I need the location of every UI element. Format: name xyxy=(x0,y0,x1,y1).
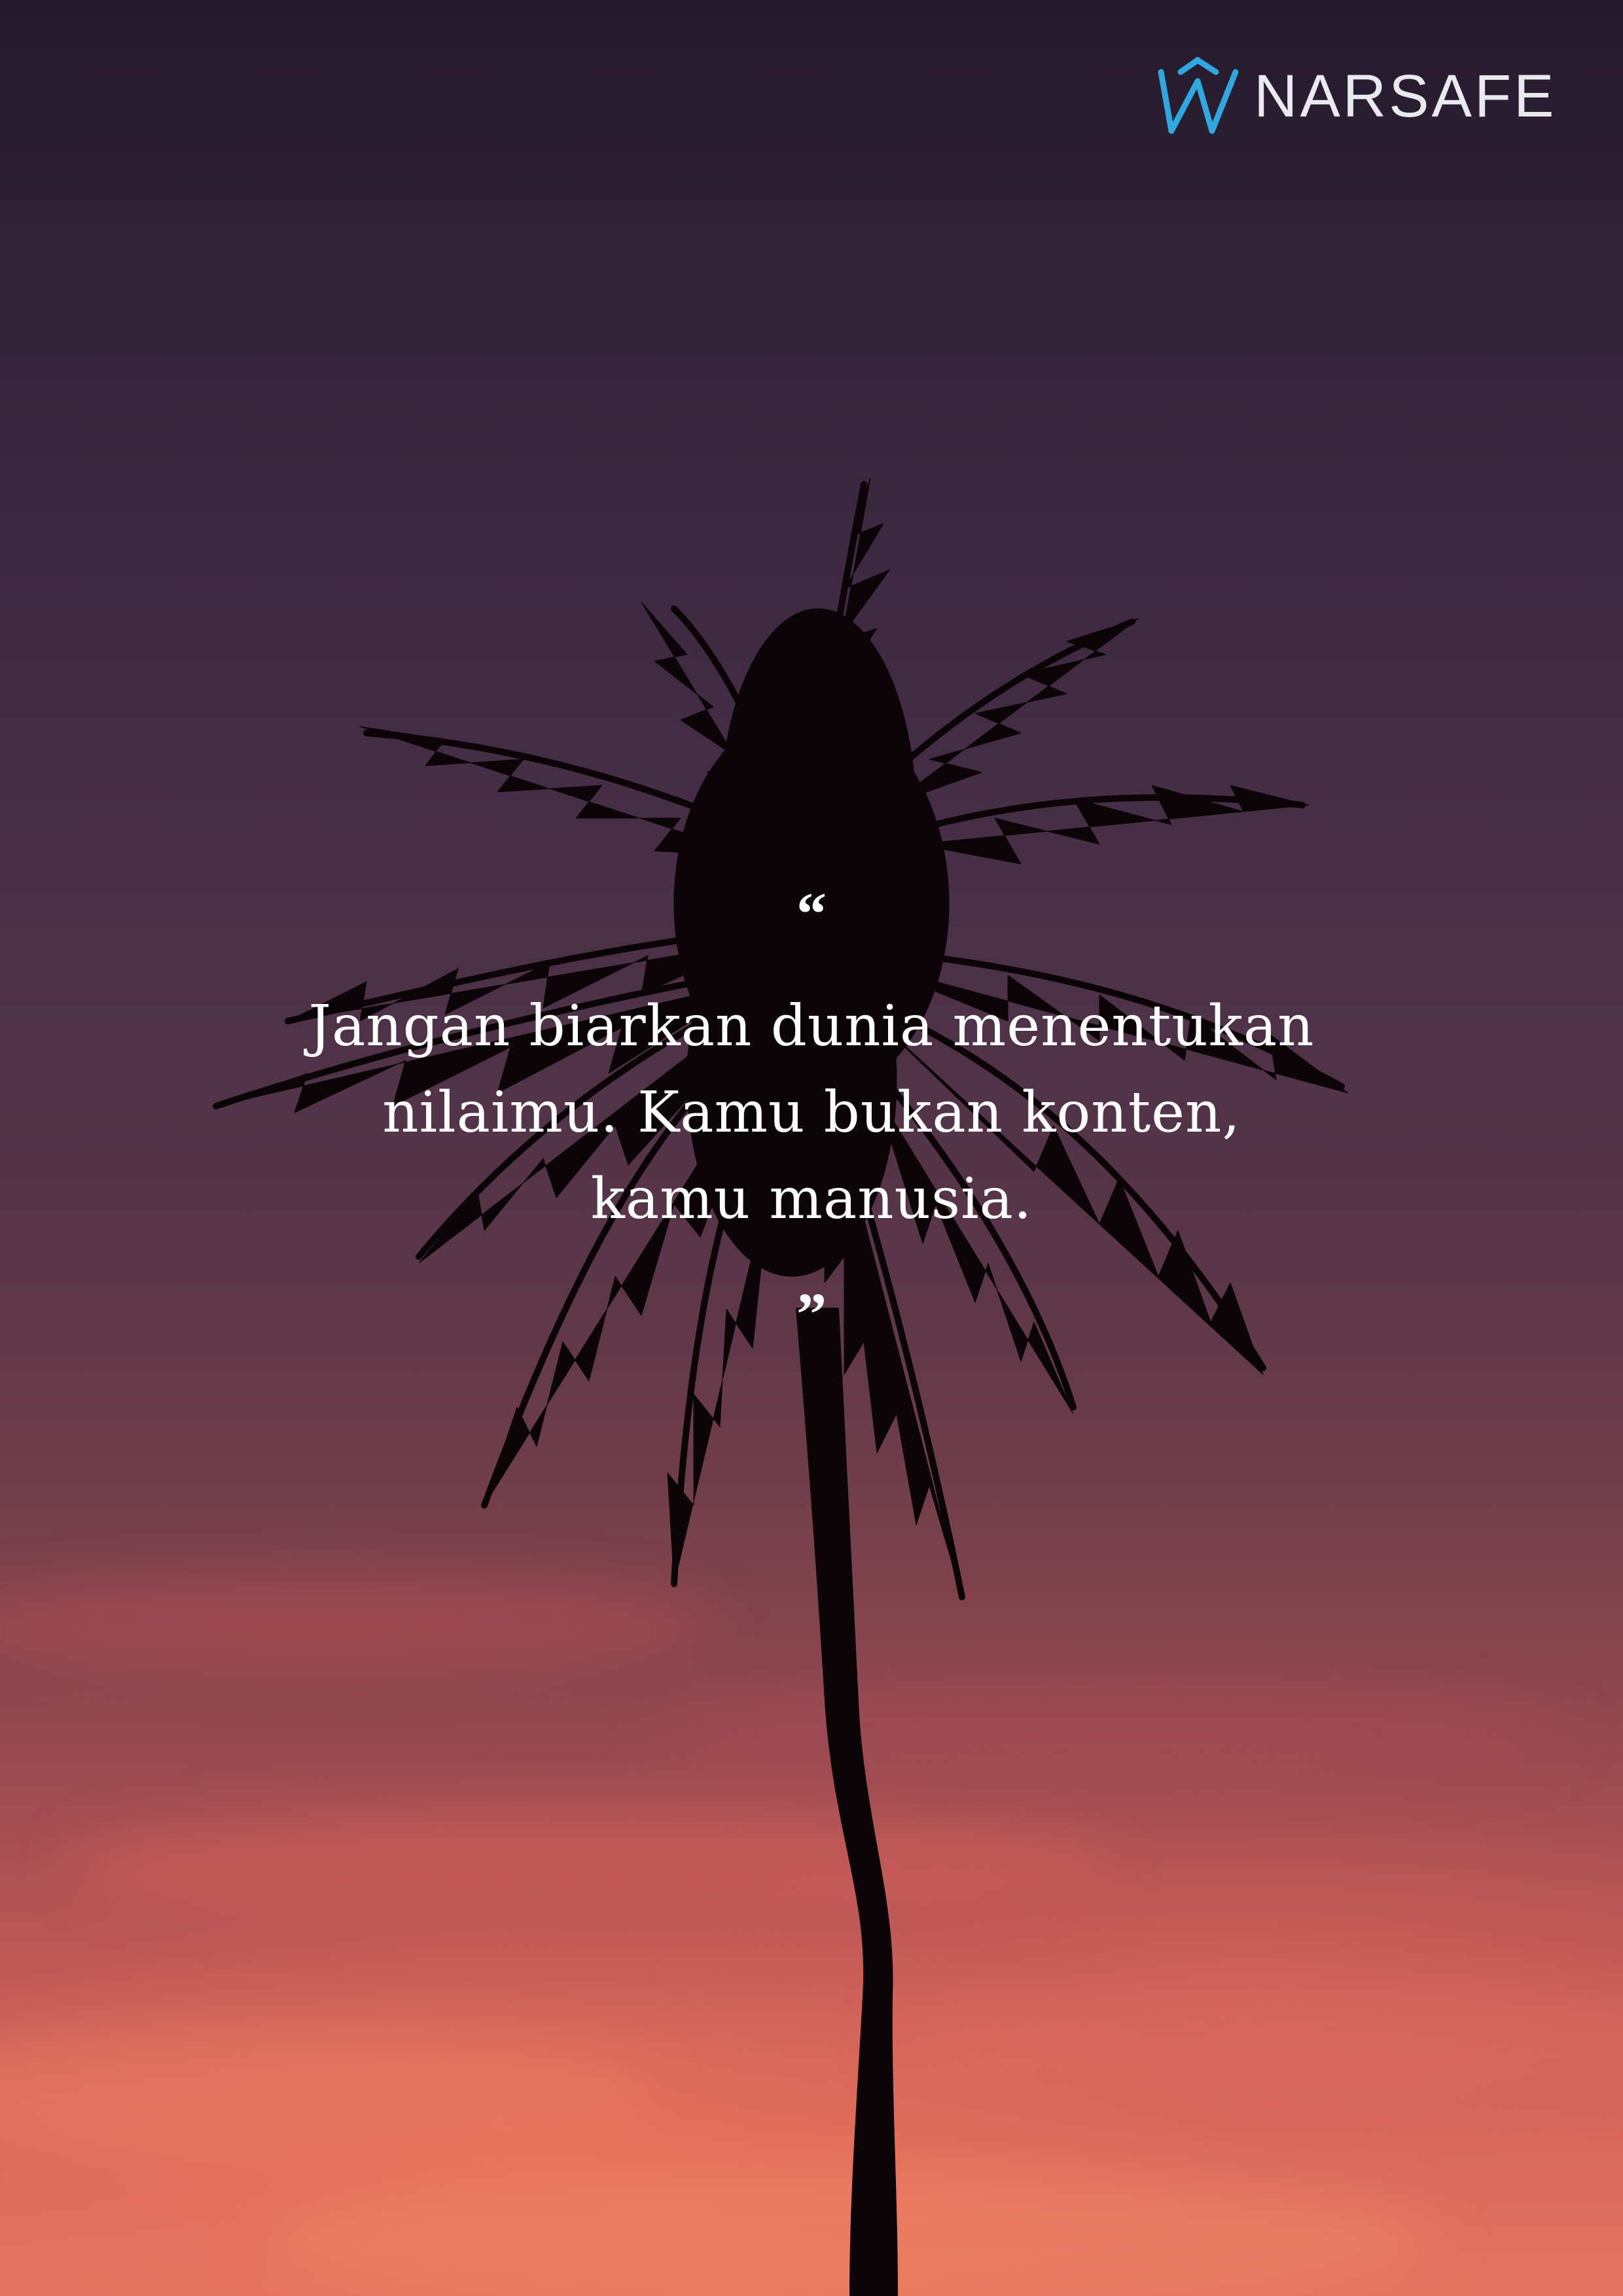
open-quote-mark: “ xyxy=(796,880,827,947)
quote-block xyxy=(223,880,1400,1348)
quote-line-2: nilaimu. Kamu bukan konten, xyxy=(382,1080,1241,1145)
quote-line-3: kamu manusia. xyxy=(590,1166,1033,1232)
brand-name: NARSAFE xyxy=(1254,63,1557,130)
crown-n-icon xyxy=(1152,54,1243,139)
quote-line-1: Jangan biarkan dunia menentukan xyxy=(308,994,1315,1059)
close-quote-mark: ” xyxy=(796,1281,827,1348)
brand-logo xyxy=(1152,54,1564,139)
